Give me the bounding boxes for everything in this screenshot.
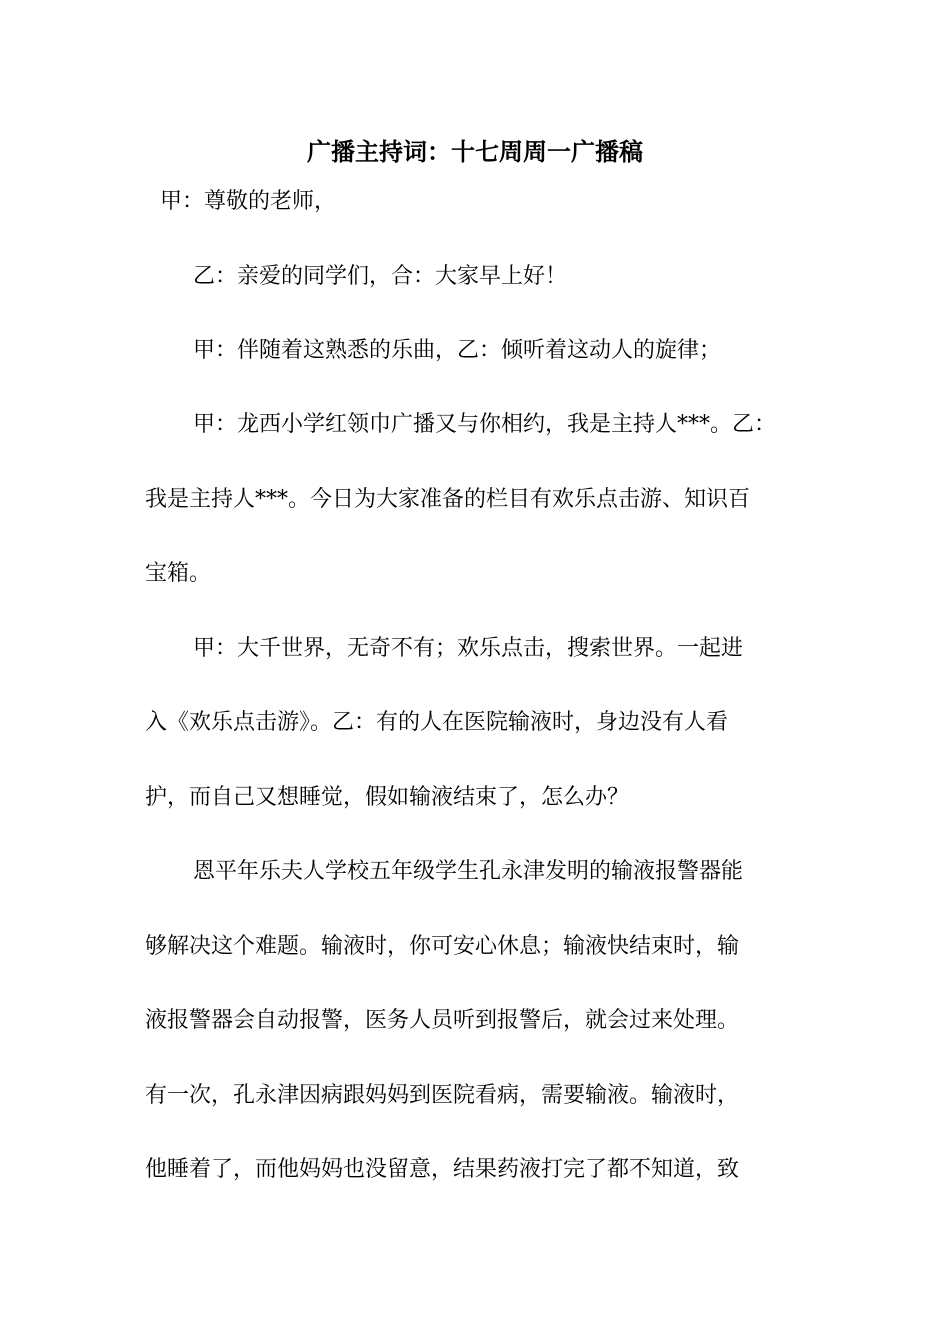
text-line: 有一次，孔永津因病跟妈妈到医院看病，需要输液。输液时， bbox=[145, 1083, 740, 1108]
text-line: 够解决这个难题。输液时，你可安心休息；输液快结束时，输 bbox=[145, 934, 740, 959]
text-line: 甲：大千世界，无奇不有；欢乐点击，搜索世界。一起进 bbox=[193, 636, 744, 661]
text-line: 他睡着了，而他妈妈也没留意，结果药液打完了都不知道，致 bbox=[145, 1157, 740, 1182]
text-line: 我是主持人***。今日为大家准备的栏目有欢乐点击游、知识百 bbox=[145, 487, 751, 512]
text-line: 液报警器会自动报警，医务人员听到报警后，就会过来处理。 bbox=[145, 1008, 740, 1033]
text-line: 甲：伴随着这熟悉的乐曲，乙：倾听着这动人的旋律； bbox=[193, 338, 722, 363]
text-line: 恩平年乐夫人学校五年级学生孔永津发明的输液报警器能 bbox=[193, 859, 744, 884]
text-line: 甲：龙西小学红领巾广播又与你相约，我是主持人***。乙： bbox=[193, 412, 777, 437]
text-line: 宝箱。 bbox=[145, 561, 212, 586]
text-line: 护，而自己又想睡觉，假如输液结束了，怎么办？ bbox=[145, 785, 630, 810]
text-line: 入《欢乐点击游》。乙：有的人在医院输液时，身边没有人看 bbox=[145, 710, 729, 735]
text-line: 乙：亲爱的同学们，合：大家早上好！ bbox=[193, 264, 568, 289]
text-line: 甲：尊敬的老师， bbox=[160, 189, 337, 214]
document-title: 广播主持词：十七周周一广播稿 bbox=[307, 137, 643, 166]
